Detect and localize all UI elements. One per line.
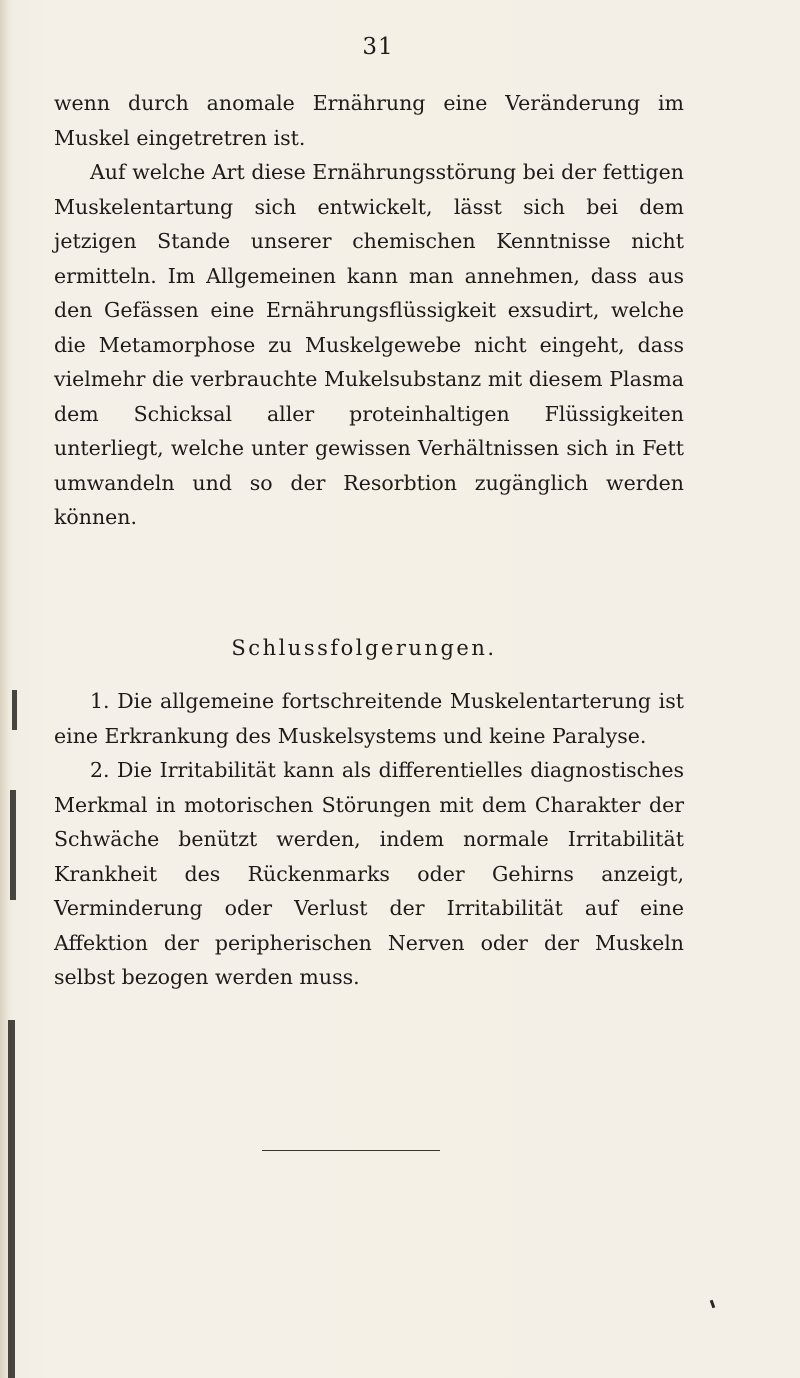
paragraph-text: Auf welche Art diese Ernährungsstörung bei der fettigen Muskelentartung sich entwickelt, lässt sich bei dem jetzigen Stande unserer chemischen Kenntnisse nicht ermitteln. Im Allgemeinen kann man annehmen, dass aus den Gefässen eine Ernährungsflüssigkeit exsudirt, welche die Metamorphose zu Muskelgewebe nicht eingeht, dass vielmehr die verbrauchte Mukelsubstanz mit diesem Plasma dem Schicksal aller proteinhaltigen Flüssigkeiten unterliegt, welche unter gewissen Verhältnissen sich in Fett umwandeln und so der Resorbtion zugänglich werden können. xyxy=(54,160,684,529)
binding-mark xyxy=(12,690,17,730)
ink-speck xyxy=(710,1300,716,1309)
paragraph-nutrition xyxy=(54,155,684,535)
page-gutter-shadow xyxy=(0,0,8,1378)
conclusions-list xyxy=(54,684,684,995)
conclusion-item: 1. Die allgemeine fortschreitende Muskelentarterung ist eine Erkrankung des Muskelsystems und keine Paralyse. xyxy=(54,689,684,748)
paragraph-continuation xyxy=(54,86,684,155)
closing-rule xyxy=(262,1150,440,1151)
binding-mark xyxy=(8,1020,15,1378)
conclusion-item: 2. Die Irritabilität kann als differentielles diagnostisches Merkmal in motorischen Störungen mit dem Charakter der Schwäche benützt werden, indem normale Irritabilität Krankheit des Rückenmarks oder Gehirns anzeigt, Verminderung oder Verlust der Irritabilität auf eine Affektion der peripherischen Nerven oder der Muskeln selbst bezogen werden muss. xyxy=(54,758,684,989)
section-heading: Schlussfolgerungen. xyxy=(231,636,497,660)
binding-mark xyxy=(10,790,16,900)
paragraph-text: wenn durch anomale Ernährung eine Veränderung im Muskel eingetretren ist. xyxy=(54,91,684,150)
page-number: 31 xyxy=(362,34,394,60)
